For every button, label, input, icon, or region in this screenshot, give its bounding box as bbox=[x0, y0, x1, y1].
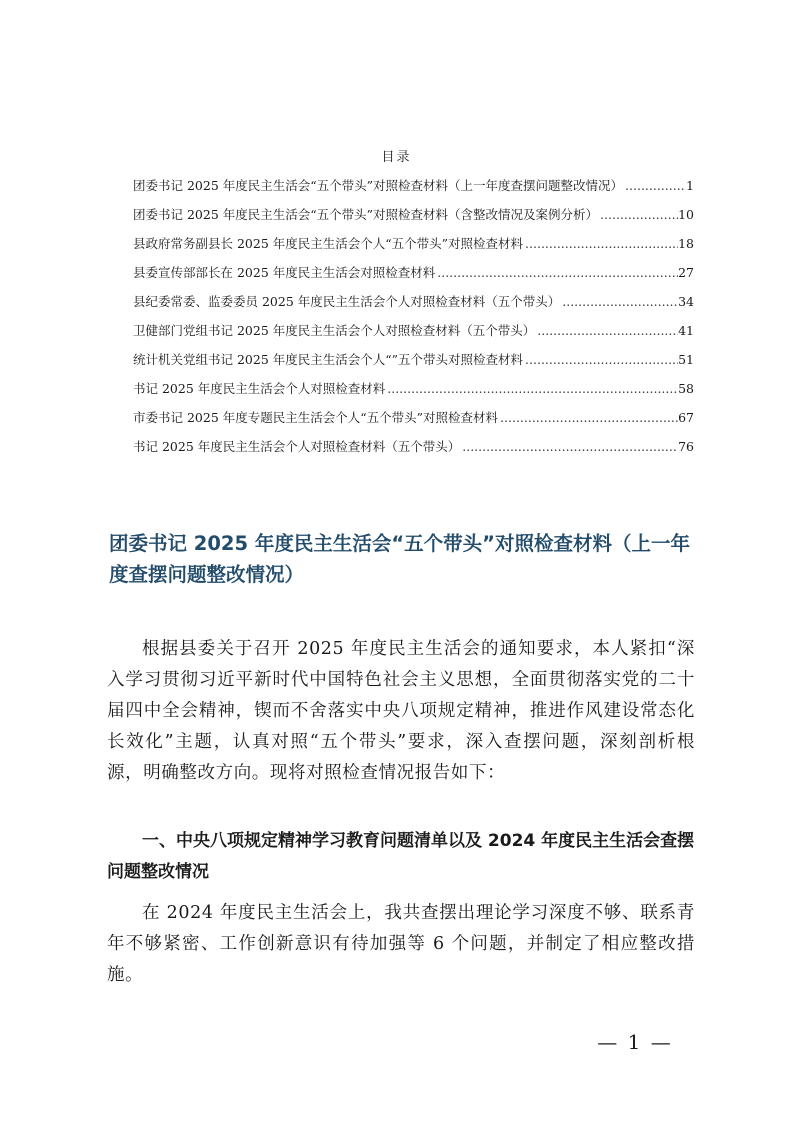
toc-entry-page: 76 bbox=[678, 439, 694, 454]
page-number: — 1 — bbox=[597, 1030, 673, 1054]
toc-entry[interactable] bbox=[133, 408, 694, 437]
toc-entry-text: 市委书记 2025 年度专题民主生活会个人“五个带头”对照检查材料 bbox=[133, 410, 499, 425]
toc-entry-page: 27 bbox=[678, 265, 694, 280]
toc-leader-dots bbox=[385, 381, 678, 396]
toc-entry[interactable] bbox=[133, 321, 694, 350]
toc-entry-text: 团委书记 2025 年度民主生活会“五个带头”对照检查材料（上一年度查摆问题整改情况） bbox=[133, 178, 624, 193]
toc-entry[interactable] bbox=[133, 205, 694, 234]
toc-title: 目录 bbox=[381, 150, 412, 165]
toc-entry-text: 统计机关党组书记 2025 年度民主生活会个人“”五个带头对照检查材料 bbox=[133, 352, 524, 367]
toc-entry-text: 县政府常务副县长 2025 年度民主生活会个人“五个带头”对照检查材料 bbox=[133, 236, 524, 251]
toc-entry-text: 县委宣传部部长在 2025 年度民主生活会对照检查材料 bbox=[133, 265, 436, 280]
toc-leader-dots bbox=[460, 439, 678, 454]
toc-entry-page: 41 bbox=[678, 323, 694, 338]
toc-leader-dots bbox=[435, 265, 678, 280]
toc-entry-page: 58 bbox=[678, 381, 694, 396]
toc-leader-dots bbox=[498, 410, 678, 425]
intro-paragraph: 根据县委关于召开 2025 年度民主生活会的通知要求，本人紧扣“深入学习贯彻习近平新时代中国特色社会主义思想，全面贯彻落实党的二十届四中全会精神，锲而不舍落实中央八项规定精神，推进作风建设常态化长效化”主题，认真对照“五个带头”要求，深入查摆问题，深刻剖析根源，明确整改方向。现将对照检查情况报告如下： bbox=[107, 639, 695, 783]
section-heading: 一、中央八项规定精神学习教育问题清单以及 2024 年度民主生活会查摆问题整改情况 bbox=[107, 831, 695, 882]
toc-entry[interactable] bbox=[133, 176, 694, 205]
toc-entry-page: 1 bbox=[686, 178, 694, 193]
toc-leader-dots bbox=[523, 236, 678, 251]
toc-entry-text: 书记 2025 年度民主生活会个人对照检查材料（五个带头） bbox=[133, 439, 461, 454]
toc-entry-page: 34 bbox=[678, 294, 694, 309]
toc-entry[interactable] bbox=[133, 292, 694, 321]
section-paragraph: 在 2024 年度民主生活会上，我共查摆出理论学习深度不够、联系青年不够紧密、工作创新意识有待加强等 6 个问题，并制定了相应整改措施。 bbox=[107, 903, 695, 985]
toc-entry-page: 18 bbox=[678, 236, 694, 251]
document-title: 团委书记 2025 年度民主生活会“五个带头”对照检查材料（上一年度查摆问题整改情况） bbox=[109, 532, 690, 586]
toc-entry[interactable] bbox=[133, 437, 694, 466]
table-of-contents bbox=[133, 176, 694, 466]
toc-entry-page: 51 bbox=[678, 352, 694, 367]
toc-leader-dots bbox=[560, 294, 678, 309]
toc-entry-text: 团委书记 2025 年度民主生活会“五个带头”对照检查材料（含整改情况及案例分析） bbox=[133, 207, 599, 222]
toc-entry-text: 卫健部门党组书记 2025 年度民主生活会个人对照检查材料（五个带头） bbox=[133, 323, 536, 338]
toc-entry[interactable] bbox=[133, 379, 694, 408]
toc-entry-text: 县纪委常委、监委委员 2025 年度民主生活会个人对照检查材料（五个带头） bbox=[133, 294, 561, 309]
toc-leader-dots bbox=[535, 323, 678, 338]
toc-entry[interactable] bbox=[133, 263, 694, 292]
toc-leader-dots bbox=[623, 178, 686, 193]
toc-entry[interactable] bbox=[133, 350, 694, 379]
toc-leader-dots bbox=[598, 207, 678, 222]
toc-leader-dots bbox=[523, 352, 678, 367]
toc-entry-page: 67 bbox=[678, 410, 694, 425]
toc-entry-text: 书记 2025 年度民主生活会个人对照检查材料 bbox=[133, 381, 386, 396]
toc-entry-page: 10 bbox=[678, 207, 694, 222]
toc-entry[interactable] bbox=[133, 234, 694, 263]
